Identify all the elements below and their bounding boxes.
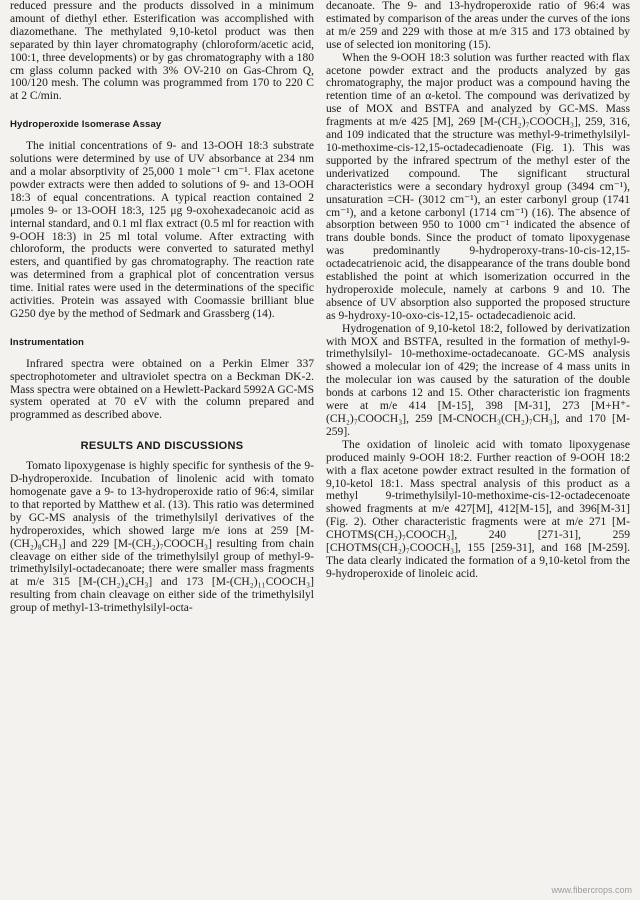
right-column: [326, 0, 630, 581]
results-paragraph-continued: decanoate. The 9- and 13-hydroperoxide ratio of 96:4 was estimated by comparison of the areas under the curves of the ions at m/e 259 and 229 with those at m/e 315 and 173 obtained by use of selected ion monitoring (15).: [326, 0, 630, 51]
subheading-hydroperoxide-isomerase-assay: Hydroperoxide Isomerase Assay: [10, 119, 162, 131]
assay-paragraph: The initial concentrations of 9- and 13-OOH 18:3 substrate solutions were determined by use of UV absorbance at 234 nm and a molar absorptivity of 25,000 1 mole⁻¹ cm⁻¹. Flax acetone powder extracts were then added to solutions of 9- and 13-OOH 18:3 of equal concentrations. A typical reaction contained 2 μmoles 9- or 13-OOH 18:3, 125 μg 9-oxohexadecanoic acid as internal standard, and 0.1 ml flax extract (0.5 ml for reaction with 9-OOH 18:3) in 25 ml total volume. After extracting with chloroform, the products were converted to saturated methyl esters, and quantified by gas chromatography. The reaction rate was determined from a graphical plot of concentration versus time. Initial rates were used in the determinations of the specific activities. Protein was assayed with Coomassie brilliant blue G250 dye by the method of Sedmark and Grassberg (14).: [10, 140, 314, 320]
results-paragraph-hydrogenation: Hydrogenation of 9,10-ketol 18:2, followed by derivatization with MOX and BSTFA, resulted in the formation of methyl-9-trimethylsilyl- 10-methoxime-octadecanoate. GC-MS analysis showed a molecular ion of 429; the increase of 4 mass units in the molecular ion was caused by the saturation of the double bonds at carbons 12 and 15. Other characteristic ion fragments were at m/e 414 [M-15], 398 [M-31], 273 [M+H⁺-(CH₂)₇COOCH₃], 259 [M-CNOCH₃(CH₂)₇CH₃], and 170 [M-259].: [326, 322, 630, 438]
results-paragraph-1: Tomato lipoxygenase is highly specific for synthesis of the 9-D-hydroperoxide. Incubation of linolenic acid with tomato homogenate gave a 9- to 13-hydroperoxide ratio of 96:4, similar to that reported by Matthew et al. (13). This ratio was determined by GC-MS analysis of the trimethylsilyl derivatives of the hydroperoxides, which showed large m/e ions at 259 [M-(CH₂)₈CH₃] and 229 [M-(CH₂)₇COOCH₃] resulting from chain cleavage on either side of the trimethylsilyl group of methyl-9-trimethylsilyl-octadecanoate; there were smaller mass fragments at m/e 315 [M-(CH₂)₄CH₃] and 173 [M-(CH₂)₁₁COOCH₃] resulting from chain cleavage on either side of the trimethylsilyl group of methyl-13-trimethylsilyl-octa-: [10, 460, 314, 615]
results-paragraph-linoleic-oxidation: The oxidation of linoleic acid with tomato lipoxygenase produced mainly 9-OOH 18:2. Further reaction of 9-OOH 18:2 with a flax acetone powder extract resulted in the formation of 9,10-ketol 18:1. Mass spectral analysis of this product as a methyl 9-trimethylsilyl-10-methoxime-cis-12-octadecenoate showed fragments at m/e 427[M], 412[M-15], and 396[M-31] (Fig. 2). Other characteristic fragments were at m/e 271 [M-CHOTMS(CH₂)₇COOCH₃], 240 [271-31], 259 [CHOTMS(CH₂)₇COOCH₃], 155 [259-31], and 168 [M-259]. The data clearly indicated the formation of a 9,10-ketol from the 9-hydroperoxide of linoleic acid.: [326, 438, 630, 580]
results-paragraph-ketol-structure: When the 9-OOH 18:3 solution was further reacted with flax acetone powder extract and the products analyzed by gas chromatography, the major product was a compound having the retention time of an α-ketol. The compound was derivatized by use of MOX and BSTFA and analyzed by GC-MS. Mass fragments at m/e 425 [M], 269 [M-(CH₂)₇COOCH₃], 259, 316, and 109 indicated that the structure was methyl-9-trimethylsilyl-10-methoxime-cis-12,15-octadecadienoate (Fig. 1). This was supported by the infrared spectrum of the methyl ester of the underivatized compound. The significant structural characteristics were a secondary hydroxyl group (3494 cm⁻¹), unsaturation =CH- (3012 cm⁻¹), an ester carbonyl group (1741 cm⁻¹), and a ketone carbonyl (1714 cm⁻¹) (16). The absence of absorption between 950 to 1000 cm⁻¹ indicated the absence of trans double bonds. Since the product of tomato lipoxygenase was predominantly 9-hydroperoxy-trans-10-cis-12,15-octadecatrienoic acid, the disappearance of the trans double bond established the point at which isomerization occurred in the hydroperoxide molecule, namely at carbons 9 and 10. The absence of UV absorption also supported the proposed structure as 9-hydroxy-10-oxo-cis-12,15- octadecadienoic acid.: [326, 51, 630, 322]
section-heading-results: RESULTS AND DISCUSSIONS: [80, 440, 244, 453]
site-watermark: www.fibercrops.com: [551, 885, 632, 895]
instrumentation-paragraph: Infrared spectra were obtained on a Perkin Elmer 337 spectrophotometer and ultraviolet spectra on a Beckman DK-2. Mass spectra were obtained on a Hewlett-Packard 5992A GC-MS system operated at 70 eV with the column prepared and programmed as described above.: [10, 357, 314, 422]
methods-paragraph-esterification: reduced pressure and the products dissolved in a minimum amount of diethyl ether. Esterification was accomplished with diazomethane. The methylated 9,10-ketol product was then separated by thin layer chromatography (chloroform/acetic acid, 100:1, three developments) or by gas chromatography with a 180 cm glass column packed with 3% OV-210 on Gas-Chrom Q, 100/120 mesh. The column was programmed from 170 to 220 C at 2 C/min.: [10, 0, 314, 103]
left-column: [10, 0, 314, 615]
subheading-instrumentation: Instrumentation: [10, 336, 84, 348]
